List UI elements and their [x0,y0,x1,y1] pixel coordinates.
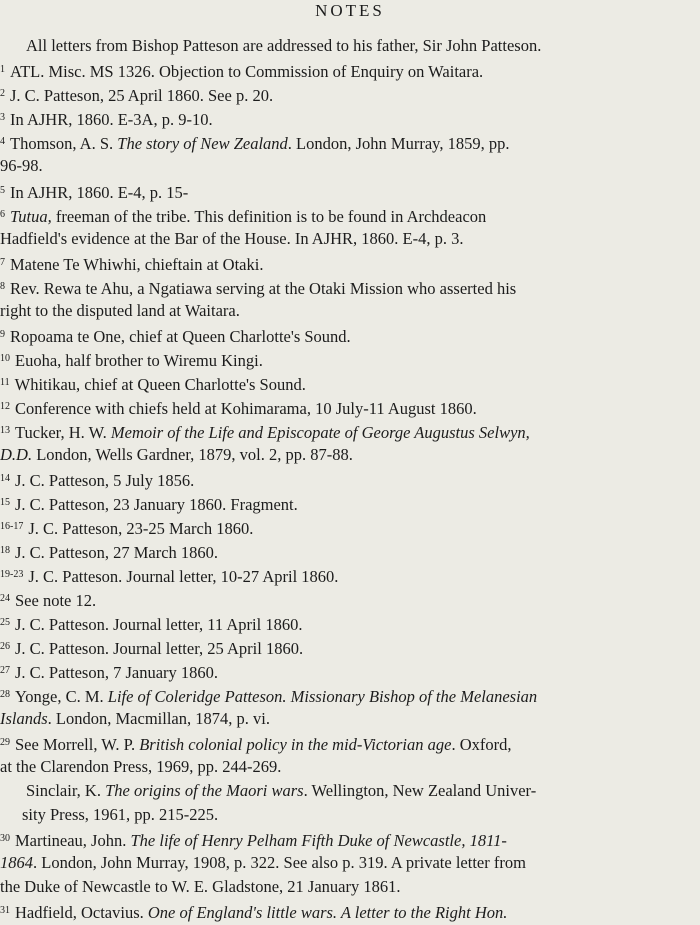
note-continuation [0,851,700,875]
note-text: In AJHR, 1860. E-4, p. 15- [10,183,189,202]
note-text: at the Clarendon Press, 1969, pp. 244-269. [0,757,282,776]
note-entry [0,323,700,349]
note-text: 96-98. [0,156,43,175]
note-entry [0,491,700,517]
note-entry [0,106,700,132]
note-text: Rev. Rewa te Ahu, a Ngatiawa serving at the Otaki Mission who asserted his [10,279,517,298]
note-title: The origins of the Maori wars [105,781,304,800]
note-number: 10 [0,353,10,364]
note-number: 1 [0,64,5,75]
note-number: 19-23 [0,569,24,580]
note-text: Hadfield, Octavius. [15,903,148,922]
note-entry [0,539,700,565]
note-number: 4 [0,136,5,147]
note-number: 27 [0,665,10,676]
note-entry [0,203,700,229]
note-number: 28 [0,689,10,700]
note-continuation [0,707,700,731]
note-text: Whitikau, chief at Queen Charlotte's Sound. [14,375,306,394]
note-text: J. C. Patteson, 23 January 1860. Fragment. [15,495,298,514]
note-number: 30 [0,833,10,844]
note-number: 7 [0,257,5,268]
note-entry [0,731,700,757]
note-entry [0,130,700,156]
note-continuation [0,443,700,467]
note-text: J. C. Patteson. Journal letter, 25 April 1860. [15,639,304,658]
note-entry [0,371,700,397]
note-entry [0,683,700,709]
note-title: Islands [0,709,48,728]
note-entry [0,563,700,589]
note-continuation [0,875,700,899]
note-text: J. C. Patteson, 23-25 March 1860. [28,519,254,538]
note-text: . London, John Murray, 1908, p. 322. See also p. 319. A private letter from [33,853,526,872]
note-number: 24 [0,593,10,604]
note-title: One of England's little wars. A letter to the Right Hon. [147,903,508,922]
note-number: 15 [0,497,10,508]
note-number: 14 [0,473,10,484]
note-title: The story of New Zealand [117,134,288,153]
note-text: . Oxford, [451,735,512,754]
note-text: J. C. Patteson, 27 March 1860. [15,543,219,562]
note-number: 25 [0,617,10,628]
note-text: Tucker, H. W. [15,423,111,442]
note-number: 2 [0,88,5,99]
note-number: 16-17 [0,521,24,532]
note-entry [0,899,700,925]
note-text: . London, John Murray, 1859, pp. [287,134,510,153]
note-text: See note 12. [15,591,97,610]
note-text: the Duke of Newcastle to W. E. Gladstone, 21 January 1861. [0,877,401,896]
note-number: 11 [0,377,10,388]
note-text: Conference with chiefs held at Kohimarama, 10 July-11 August 1860. [15,399,477,418]
note-number: 3 [0,112,5,123]
note-continuation [0,299,700,323]
note-entry [0,827,700,853]
note-number: 9 [0,329,5,340]
note-number: 5 [0,185,5,196]
note-number: 18 [0,545,10,556]
note-number: 26 [0,641,10,652]
note-title: Life of Coleridge Patteson. Missionary Bishop of the Melanesian [107,687,538,706]
note-text: freeman of the tribe. This definition is to be found in Archdeacon [51,207,487,226]
note-title: D.D. [0,445,33,464]
note-title: Tutua, [10,207,52,226]
note-text: Martineau, John. [15,831,131,850]
note-entry [0,419,700,445]
note-text: All letters from Bishop Patteson are addressed to his father, Sir John Patteson. [26,36,542,55]
note-text: Sinclair, K. [26,781,106,800]
note-text: . Wellington, New Zealand Univer- [303,781,537,800]
note-text: Matene Te Whiwhi, chieftain at Otaki. [10,255,264,274]
note-text: J. C. Patteson. Journal letter, 10-27 April 1860. [28,567,339,586]
note-text: J. C. Patteson, 5 July 1856. [15,471,195,490]
note-title: 1864 [0,853,33,872]
note-continuation [0,755,700,779]
note-text: See Morrell, W. P. [15,735,140,754]
note-text: In AJHR, 1860. E-3A, p. 9-10. [10,110,213,129]
note-text: J. C. Patteson, 25 April 1860. See p. 20. [10,86,274,105]
note-entry [0,395,700,421]
note-continuation [0,34,700,58]
note-entry [0,275,700,301]
note-text: J. C. Patteson, 7 January 1860. [15,663,219,682]
note-text: Ropoama te One, chief at Queen Charlotte's Sound. [10,327,351,346]
note-text: Thomson, A. S. [10,134,118,153]
note-entry [0,467,700,493]
note-continuation [0,227,700,251]
note-number: 12 [0,401,10,412]
note-text: sity Press, 1961, pp. 215-225. [22,805,219,824]
note-entry [0,515,700,541]
note-title: British colonial policy in the mid-Victorian age [139,735,452,754]
note-entry [0,635,700,661]
note-entry [0,659,700,685]
note-number: 8 [0,281,5,292]
note-title: The life of Henry Pelham Fifth Duke of Newcastle, 1811- [130,831,507,850]
note-text: Euoha, half brother to Wiremu Kingi. [15,351,263,370]
note-continuation [0,779,700,803]
note-entry [0,251,700,277]
note-number: 13 [0,425,10,436]
note-text: ATL. Misc. MS 1326. Objection to Commission of Enquiry on Waitara. [10,62,484,81]
note-title: Memoir of the Life and Episcopate of George Augustus Selwyn, [110,423,530,442]
note-number: 6 [0,209,5,220]
note-continuation [0,803,700,827]
note-entry [0,347,700,373]
note-text: J. C. Patteson. Journal letter, 11 April 1860. [15,615,303,634]
note-text: Hadfield's evidence at the Bar of the House. In AJHR, 1860. E-4, p. 3. [0,229,464,248]
note-text: London, Wells Gardner, 1879, vol. 2, pp. 87-88. [32,445,353,464]
note-number: 31 [0,905,10,916]
note-entry [0,611,700,637]
note-entry [0,587,700,613]
note-number: 29 [0,737,10,748]
note-text: . London, Macmillan, 1874, p. vi. [47,709,270,728]
note-entry [0,82,700,108]
note-entry [0,179,700,205]
note-text: Yonge, C. M. [15,687,108,706]
note-continuation [0,154,700,178]
note-entry [0,58,700,84]
note-text: right to the disputed land at Waitara. [0,301,240,320]
page-title: NOTES [315,1,385,20]
